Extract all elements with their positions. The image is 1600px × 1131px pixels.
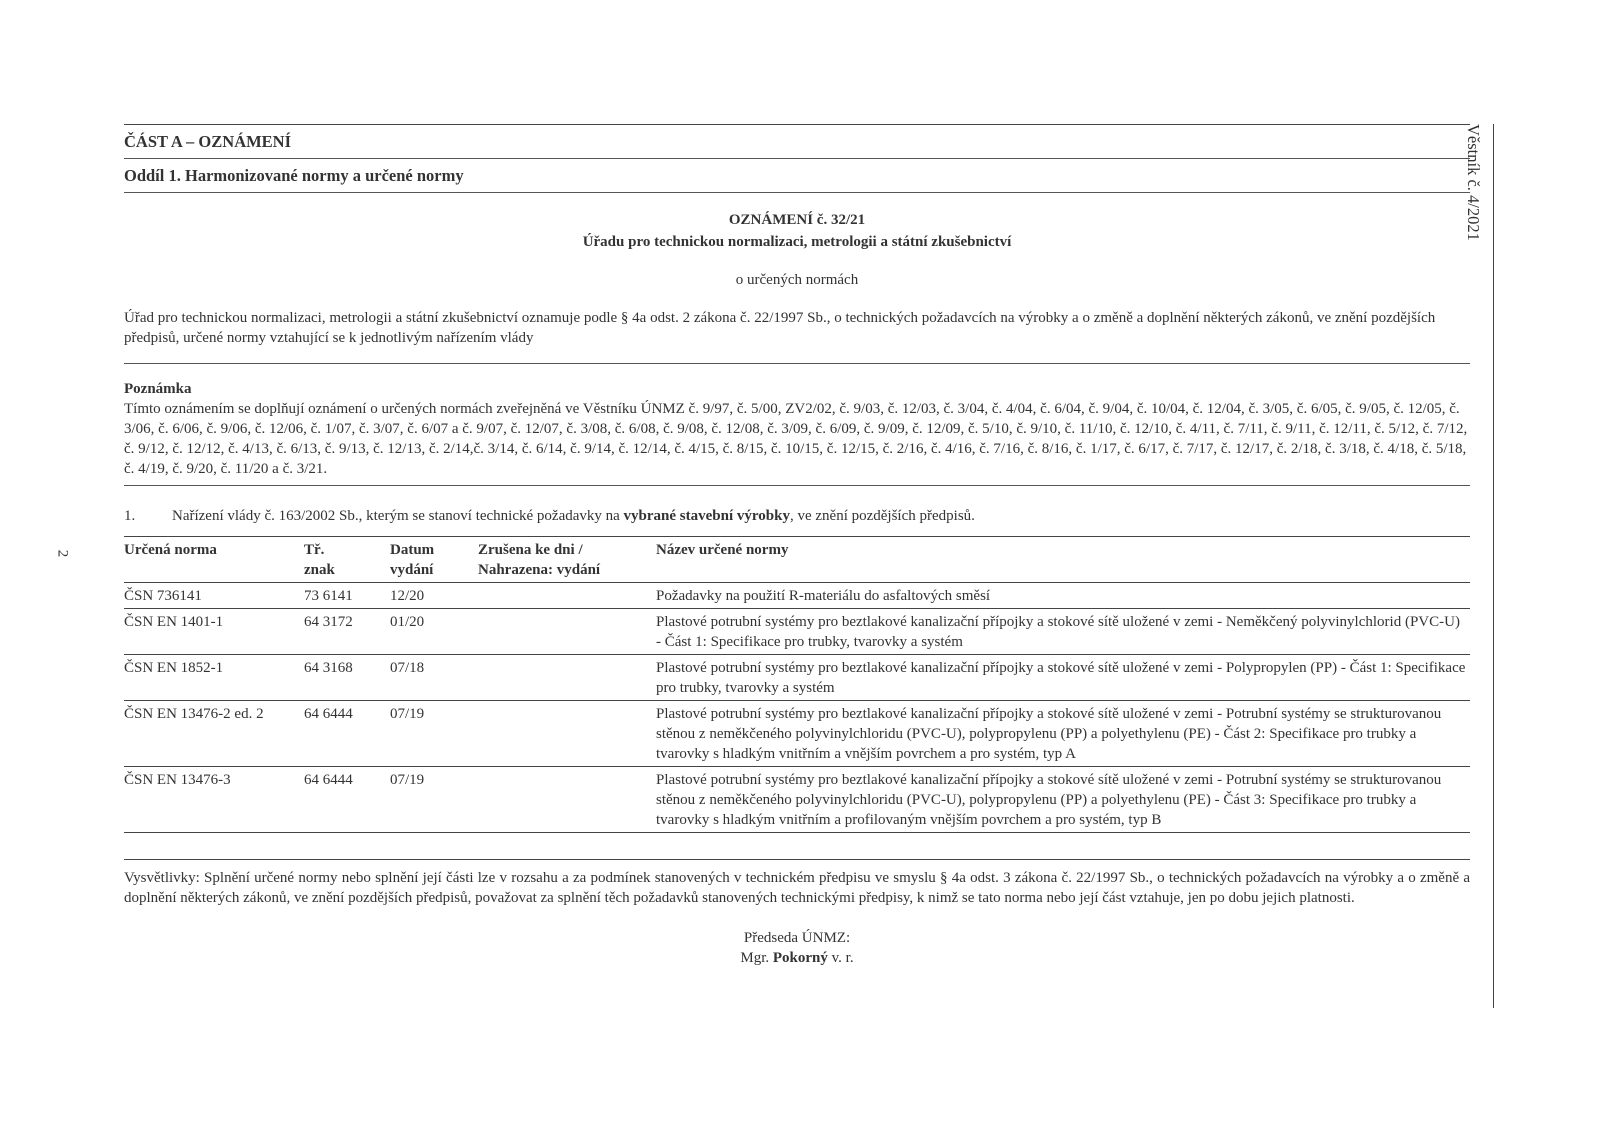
cell-name: Požadavky na použití R-materiálu do asfaltových směsí <box>656 583 1470 609</box>
cell-name: Plastové potrubní systémy pro beztlakové kanalizační přípojky a stokové sítě uložené v zemi - Potrubní systémy se strukturovanou stěnou z neměkčeného polyvinylchloridu (PVC-U), polypropylenu (PP) a polyethylenu (PE) - Část 2: Specifikace pro trubky a tvarovky s hladkým vnitřním a vnějším povrchem a pro systém, typ A <box>656 701 1470 767</box>
table-row <box>124 609 1470 655</box>
cell-class: 64 6444 <box>304 701 390 767</box>
cell-name: Plastové potrubní systémy pro beztlakové kanalizační přípojky a stokové sítě uložené v zemi - Polypropylen (PP) - Část 1: Specifikace pro trubky, tvarovky a systém <box>656 655 1470 701</box>
notice-header <box>124 193 1470 290</box>
regulation-text-end: , ve znění pozdějších předpisů. <box>789 508 975 524</box>
signature-block <box>124 928 1470 968</box>
cell-cancel <box>478 583 656 609</box>
cell-name: Plastové potrubní systémy pro beztlakové kanalizační přípojky a stokové sítě uložené v zemi - Potrubní systémy se strukturovanou stěnou z neměkčeného polyvinylchloridu (PVC-U), polypropylenu (PP) a polyethylenu (PE) - Část 3: Specifikace pro trubky a tvarovky s hladkým vnitřním a profilovaným vnějším povrchem a pro systém, typ B <box>656 767 1470 833</box>
cell-norm: ČSN EN 13476-2 ed. 2 <box>124 701 304 767</box>
cell-name: Plastové potrubní systémy pro beztlakové kanalizační přípojky a stokové sítě uložené v zemi - Neměkčený polyvinylchlorid (PVC-U) - Část 1: Specifikace pro trubky, tvarovky a systém <box>656 609 1470 655</box>
cell-norm: ČSN EN 13476-3 <box>124 767 304 833</box>
table-header-row <box>124 537 1470 583</box>
cell-cancel <box>478 701 656 767</box>
table-row <box>124 701 1470 767</box>
cell-date: 07/18 <box>390 655 478 701</box>
subsection-title: Oddíl 1. Harmonizované normy a určené normy <box>124 166 464 185</box>
intro-paragraph: Úřad pro technickou normalizaci, metrologii a státní zkušebnictví oznamuje podle § 4a odst. 2 zákona č. 22/1997 Sb., o technických požadavcích na výrobky a o změně a doplnění některých zákonů, ve znění pozdějších předpisů, určené normy vztahující se k jednotlivým nařízením vlády <box>124 310 1436 346</box>
regulation-text-start: Nařízení vlády č. 163/2002 Sb., kterým se stanoví technické požadavky na <box>172 508 624 524</box>
cell-cancel <box>478 655 656 701</box>
regulation-number: 1. <box>124 508 136 524</box>
norms-table <box>124 536 1470 833</box>
regulation-line <box>124 486 1470 536</box>
signature-name: Pokorný <box>772 950 828 966</box>
regulation-text <box>172 506 975 526</box>
cell-date: 12/20 <box>390 583 478 609</box>
header-class-line2: znak <box>304 562 335 578</box>
header-class-line1: Tř. <box>304 542 325 558</box>
cell-date: 07/19 <box>390 767 478 833</box>
page-number: 2 <box>54 549 71 558</box>
notice-about: o určených normách <box>735 272 859 288</box>
cell-class: 64 6444 <box>304 767 390 833</box>
signature-suffix: v. r. <box>827 950 854 966</box>
table-row <box>124 767 1470 833</box>
cell-norm: ČSN EN 1852-1 <box>124 655 304 701</box>
section-title: ČÁST A – OZNÁMENÍ <box>124 132 292 151</box>
cell-norm: ČSN 736141 <box>124 583 304 609</box>
note-text: Tímto oznámením se doplňují oznámení o určených normách zveřejněná ve Věstníku ÚNMZ č. 9/97, č. 5/00, ZV2/02, č. 9/03, č. 12/03, č. 3/04, č. 4/04, č. 6/04, č. 9/04, č. 10/04, č. 12/04, č. 3/05, č. 6/05, č. 9/05, č. 12/05, č. 3/06, č. 6/06, č. 9/06, č. 12/06, č. 1/07, č. 3/07, č. 6/07 a č. 9/07, č. 12/07, č. 3/08, č. 6/08, č. 9/08, č. 12/08, č. 3/09, č. 6/09, č. 9/09, č. 12/09, č. 5/10, č. 9/10, č. 11/10, č. 12/10, č. 4/11, č. 7/11, č. 9/11, č. 12/11, č. 5/12, č. 7/12, č. 9/12, č. 12/12, č. 4/13, č. 6/13, č. 9/13, č. 12/13, č. 2/14,č. 3/14, č. 6/14, č. 9/14, č. 12/14, č. 4/15, č. 8/15, č. 10/15, č. 12/15, č. 2/16, č. 4/16, č. 7/16, č. 8/16, č. 1/17, č. 6/17, č. 7/17, č. 12/17, č. 2/18, č. 3/18, č. 4/18, č. 5/18, č. 4/19, č. 9/20, č. 11/20 a č. 3/21. <box>124 401 1468 477</box>
header-date-line1: Datum <box>390 542 435 558</box>
table-row <box>124 583 1470 609</box>
header-date-line2: vydání <box>390 562 434 578</box>
table-row <box>124 655 1470 701</box>
notice-title: OZNÁMENÍ č. 32/21 <box>728 212 866 228</box>
header-date <box>390 537 478 583</box>
header-class <box>304 537 390 583</box>
header-norm: Určená norma <box>124 537 304 583</box>
signature-line <box>124 948 1470 968</box>
cell-class: 73 6141 <box>304 583 390 609</box>
header-cancel-line2: Nahrazena: vydání <box>478 562 601 578</box>
cell-norm: ČSN EN 1401-1 <box>124 609 304 655</box>
cell-date: 07/19 <box>390 701 478 767</box>
regulation-text-emphasis: vybrané stavební výrobky <box>623 508 790 524</box>
notice-issuer: Úřadu pro technickou normalizaci, metrologii a státní zkušebnictví <box>582 234 1012 250</box>
document-page <box>124 124 1470 968</box>
explanation-paragraph: Vysvětlivky: Splnění určené normy nebo splnění její části lze v rozsahu a za podmínek stanovených v technickém předpisu ve smyslu § 4a odst. 3 zákona č. 22/1997 Sb., o technických požadavcích na výrobky a o změně a doplnění některých zákonů, ve znění pozdějších předpisů, považovat za splnění těch požadavků stanovených technickými předpisy, k nimž se tato norma nebo její část vztahuje, jen po dobu jejich platnosti. <box>124 870 1470 906</box>
note-block <box>124 364 1470 485</box>
cell-class: 64 3172 <box>304 609 390 655</box>
header-name: Název určené normy <box>656 537 1470 583</box>
journal-issue-label: Věstník č. 4/2021 <box>1464 124 1483 241</box>
cell-date: 01/20 <box>390 609 478 655</box>
header-cancel-line1: Zrušena ke dni / <box>478 542 583 558</box>
cell-cancel <box>478 767 656 833</box>
cell-class: 64 3168 <box>304 655 390 701</box>
side-divider <box>1493 124 1494 1008</box>
signature-title: Mgr. <box>740 950 773 966</box>
cell-cancel <box>478 609 656 655</box>
note-title: Poznámka <box>124 381 192 397</box>
header-cancel <box>478 537 656 583</box>
signature-role: Předseda ÚNMZ: <box>743 930 851 946</box>
